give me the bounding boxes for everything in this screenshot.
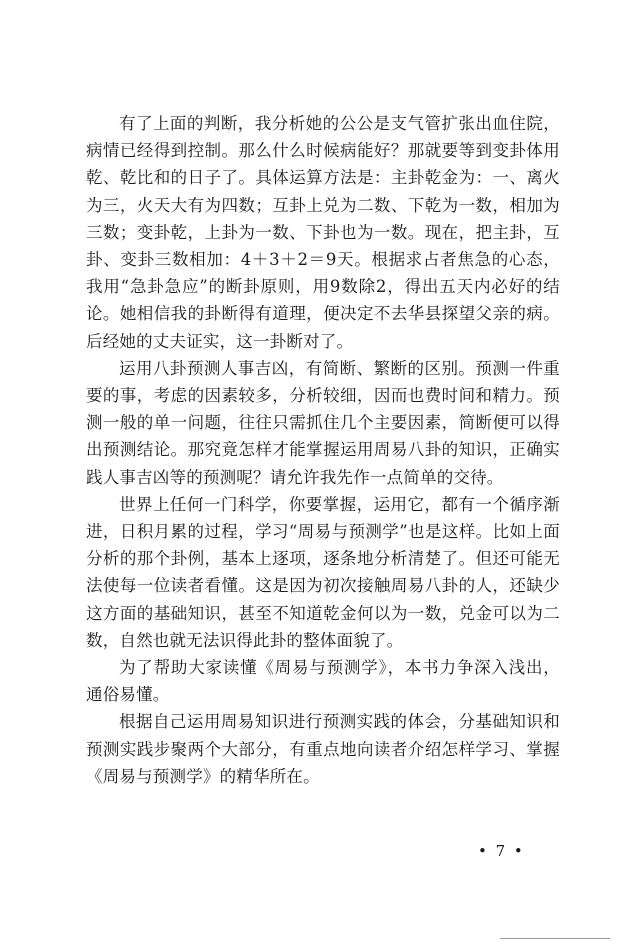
paragraph-3: 世界上任何一门科学，你要掌握，运用它，都有一个循序渐进，日积月累的过程，学习“周易与预测学”也是这样。比如上面分析的那个卦例，基本上逐项，逐条地分析清楚了。但还可能无法使每一位读者看懂。这是因为初次接触周易八卦的人，还缺少这方面的基础知识，甚至不知道乾金何以为一数，兑金可以为二数，自然也就无法识得此卦的整体面貌了。 <box>86 494 560 650</box>
paragraph-4: 为了帮助大家读懂《周易与预测学》，本书力争深入浅出，通俗易懂。 <box>86 658 560 705</box>
paragraph-5: 根据自己运用周易知识进行预测实践的体会，分基础知识和预测实践步聚两个大部分，有重点地向读者介绍怎样学习、掌握《周易与预测学》的精华所在。 <box>86 712 560 786</box>
paragraph-2: 运用八卦预测人事吉凶，有简断、繁断的区别。预测一件重要的事，考虑的因素较多，分析较细，因而也费时间和精力。预测一般的单一问题，往往只需抓住几个主要因素，简断便可以得出预测结论。那究竟怎样才能掌握运用周易八卦的知识，正确实践人事吉凶等的预测呢？请允许我先作一点简单的交待。 <box>86 358 560 487</box>
page-number: • 7 • <box>478 842 525 860</box>
body-text <box>86 110 560 790</box>
bottom-rule <box>500 938 610 939</box>
paragraph-1: 有了上面的判断，我分析她的公公是支气管扩张出血住院，病情已经得到控制。那么什么时候病能好？那就要等到变卦体用乾、乾比和的日子了。具体运算方法是：主卦乾金为：一、离火为三，火天大有为四数；互卦上兑为二数、下乾为一数，相加为三数；变卦乾，上卦为一数、下卦也为一数。现在，把主卦，互卦、变卦三数相加：4＋3＋2＝9天。根据求占者焦急的心态，我用“急卦急应”的断卦原则，用9数除2，得出五天内必好的结论。她相信我的卦断得有道理，便决定不去华县探望父亲的病。后经她的丈夫证实，这一卦断对了。 <box>86 114 560 351</box>
